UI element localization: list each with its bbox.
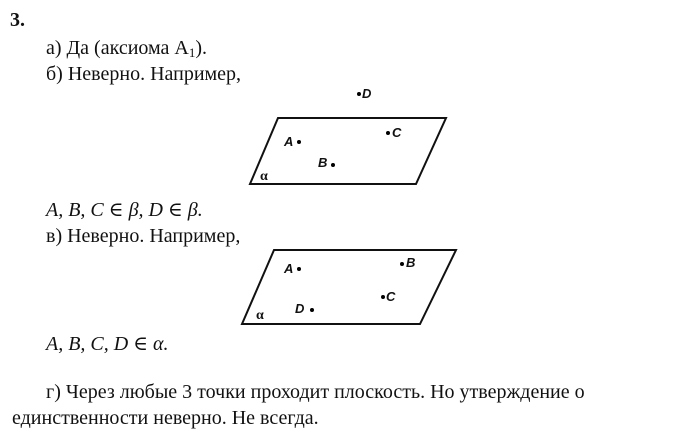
point-a-label: A [284, 261, 294, 276]
part-c-conclusion: A, B, C, D ∈ α. [46, 333, 169, 355]
plane-parallelogram [242, 250, 456, 324]
axiom-subscript: 1 [188, 45, 196, 60]
part-a-close: ). [195, 37, 208, 59]
point-b-label: B [318, 155, 328, 170]
point-b-label: B [406, 255, 416, 270]
point-c-label: C [386, 289, 396, 304]
plane-alpha-label: α [256, 308, 264, 323]
point-b-dot [400, 262, 404, 266]
part-c-answer: в) Неверно. Например, [46, 225, 241, 247]
point-d-label: D [362, 86, 372, 101]
point-a-dot [297, 267, 301, 271]
point-c-dot [381, 295, 385, 299]
point-a-label: A [284, 134, 294, 149]
plane-alpha-label: α [260, 169, 268, 184]
part-b-conclusion: A, B, C ∈ β, D ∈ β. [46, 199, 203, 221]
part-d-line-1: г) Через любые 3 точки проходит плоскость. Но утверждение о [46, 381, 585, 403]
point-d-label: D [295, 301, 305, 316]
part-a-text: а) Да (аксиома А [46, 37, 189, 59]
part-b-answer: б) Неверно. Например, [46, 63, 242, 85]
part-d-line-2: единственности неверно. Не всегда. [12, 407, 319, 429]
point-c-label: C [392, 125, 402, 140]
point-d-dot [310, 308, 314, 312]
problem-number: 3. [10, 9, 25, 31]
